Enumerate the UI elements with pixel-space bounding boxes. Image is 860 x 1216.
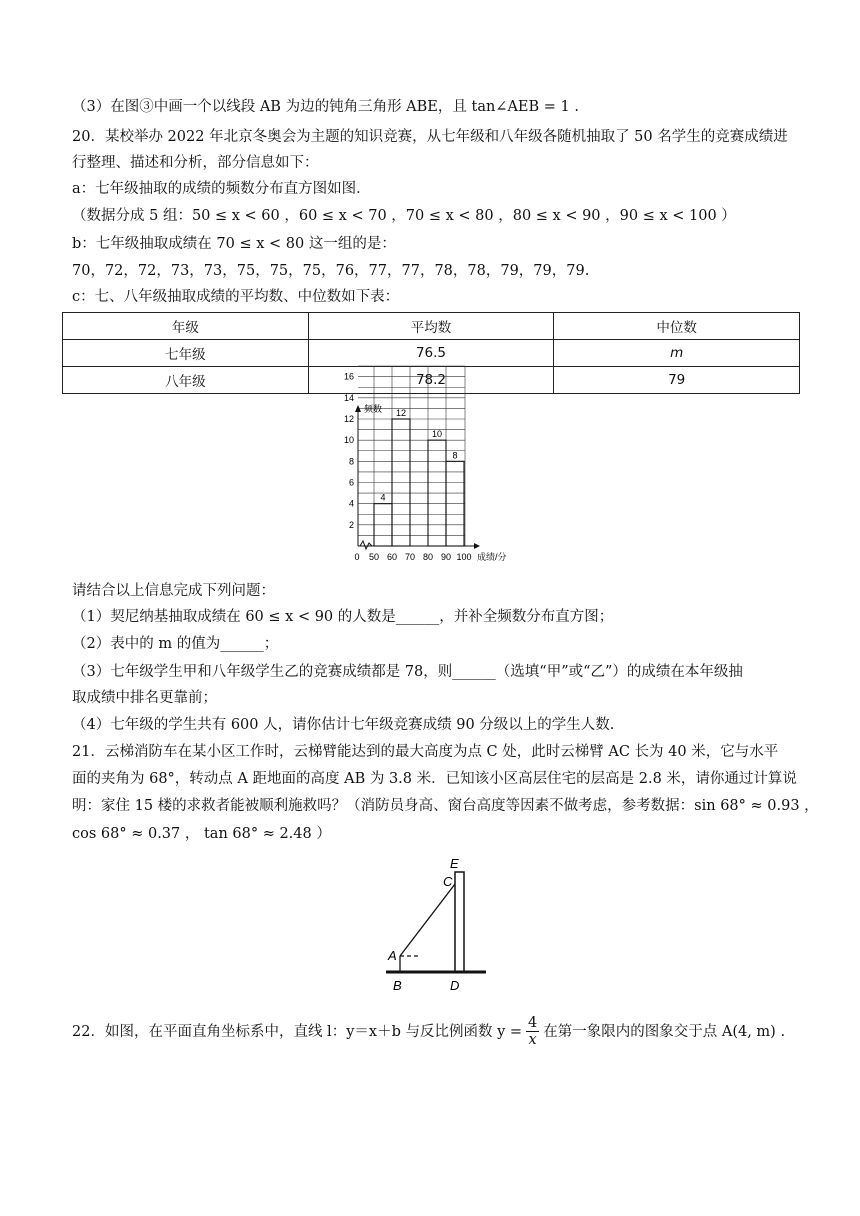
x-tick-label: 0 (354, 552, 360, 562)
q20-intro-line2: 行整理、描述和分析，部分信息如下： (72, 155, 319, 171)
x-axis-arrow (474, 543, 480, 549)
info-a: a：七年级抽取的成绩的频数分布直方图如图． (72, 181, 371, 197)
stats-table (62, 312, 800, 394)
y-axis-label: 频数 (364, 404, 383, 414)
y-tick-label: 10 (343, 435, 354, 446)
table-cell: 七年级 (63, 340, 309, 367)
bar-label: 4 (380, 492, 386, 503)
table-header-cell: 平均数 (308, 313, 554, 340)
q19-part3: （3）在图③中画一个以线段 AB 为边的钝角三角形 ABE，且 tan∠AEB = 1 . (72, 99, 579, 115)
axis-break (360, 541, 372, 549)
building (455, 872, 464, 972)
q21-line1: 21．云梯消防车在某小区工作时，云梯臂能达到的最大高度为点 C 处，此时云梯臂 AC 长为 40 米，它与水平 (72, 744, 779, 760)
q21-line2: 面的夹角为 68°，转动点 A 距地面的高度 AB 为 3.8 米．已知该小区高层住宅的层高是 2.8 米，请你通过计算说 (72, 771, 797, 787)
question-2: （2）表中的 m 的值为______； (72, 636, 279, 652)
label-c: C (443, 874, 453, 889)
q22-text-after: 在第一象限内的图象交于点 A(4, m) . (543, 1023, 786, 1040)
table-header-cell: 年级 (63, 313, 309, 340)
q21-line3: 明：家住 15 楼的求救者能被顺利施救吗？（消防员身高、窗台高度等因素不做考虑，参考数据：sin 68° ≈ 0.93 ， (72, 798, 819, 814)
label-e: E (450, 856, 459, 871)
fraction-numerator: 4 (528, 1015, 538, 1031)
q21-line4: cos 68° ≈ 0.37 ， tan 68° ≈ 2.48 ） (72, 826, 331, 842)
fraction (526, 1015, 539, 1048)
x-tick-label: 60 (386, 552, 398, 562)
info-b-values: 70，72，72，73，73，75，75，75，76，77，77，78，78，79，79，79. (72, 263, 590, 279)
table-header-row (63, 313, 800, 340)
question-1: （1）契尼纳基抽取成绩在 60 ≤ x < 90 的人数是______，并补全频数分布直方图； (72, 609, 614, 625)
table-cell: m (554, 340, 800, 367)
y-tick-label: 4 (348, 498, 354, 509)
y-tick-label: 12 (343, 413, 354, 424)
fraction-denominator: x (528, 1032, 537, 1048)
y-tick-label: 6 (348, 477, 354, 488)
bar-label: 10 (431, 429, 443, 440)
question-3-line2: 取成绩中排名更靠前； (72, 690, 217, 706)
q22-line (72, 1015, 800, 1048)
bar-label: 8 (452, 450, 458, 461)
table-cell: 八年级 (63, 367, 309, 394)
q22-text-before: 22．如图，在平面直角坐标系中，直线 l：y＝x＋b 与反比例函数 y = (72, 1023, 523, 1040)
label-b: B (393, 978, 402, 993)
table-row (63, 340, 800, 367)
info-b: b：七年级抽取成绩在 70 ≤ x < 80 这一组的是： (72, 236, 396, 252)
ladder-arm-ac (400, 884, 455, 956)
table-row (63, 367, 800, 394)
x-tick-label: 80 (422, 552, 434, 562)
question-3-line1: （3）七年级学生甲和八年级学生乙的竞赛成绩都是 78，则______（选填“甲”或“乙”）的成绩在本年级抽 (72, 664, 743, 680)
info-a-groups: （数据分成 5 组：50 ≤ x < 60 ，60 ≤ x < 70 ，70 ≤ x < 80 ，80 ≤ x < 90 ，90 ≤ x < 100 ） (72, 208, 736, 224)
x-tick-label: 50 (368, 552, 380, 562)
table-cell: 79 (554, 367, 800, 394)
x-tick-label: 100 (456, 552, 472, 562)
y-tick-label: 2 (348, 519, 354, 530)
table-cell: 76.5 (308, 340, 554, 367)
label-a: A (388, 948, 397, 963)
y-tick-label: 8 (348, 456, 354, 467)
x-tick-label: 70 (404, 552, 416, 562)
question-4: （4）七年级的学生共有 600 人，请你估计七年级竞赛成绩 90 分级以上的学生人数. (72, 717, 615, 733)
y-tick-label: 14 (343, 392, 354, 403)
q20-intro-line1: 20．某校举办 2022 年北京冬奥会为主题的知识竞赛，从七年级和八年级各随机抽取了 50 名学生的竞赛成绩进 (72, 129, 788, 145)
prompt-text: 请结合以上信息完成下列问题： (72, 583, 275, 599)
bar-label: 12 (395, 407, 407, 418)
x-axis-label: 成绩/分 (477, 552, 507, 562)
fire-ladder-figure (380, 852, 492, 996)
info-c: c：七、八年级抽取成绩的平均数、中位数如下表： (72, 289, 400, 305)
table-cell: 78.2 (308, 367, 554, 394)
y-tick-label: 16 (343, 371, 354, 382)
x-tick-label: 90 (440, 552, 452, 562)
table-header-cell: 中位数 (554, 313, 800, 340)
label-d: D (450, 978, 460, 993)
